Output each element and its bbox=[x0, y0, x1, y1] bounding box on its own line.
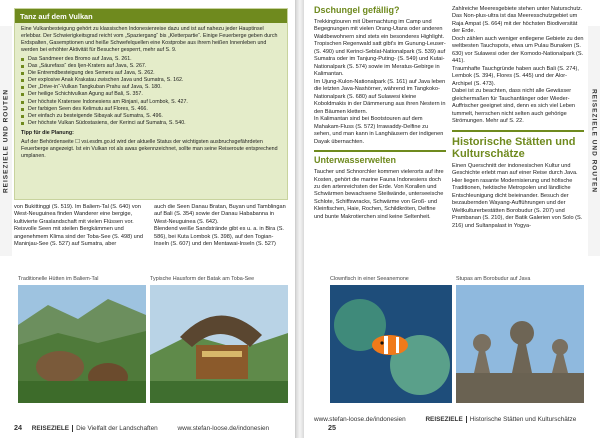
right-col-1 bbox=[314, 6, 446, 230]
photo-borobudur bbox=[456, 285, 584, 403]
tip-text: Auf der Behördenseite ☐ vsi.esdm.go.id wird der aktuelle Status der wichtigsten ausbruchsgefährdeten Feuerberge angezeigt. Ist ein Vulkan rot als awas gekennzeichnet, sollte man seine Reiseroute entsprechend umplanen. bbox=[21, 138, 278, 159]
volcano-list-item: Das Sandmeer des Bromo auf Java, S. 261. bbox=[21, 56, 281, 63]
box-intro: Eine Vulkanbesteigung gehört zu klassischen Indonesienreise dazu und ist auf nahezu jeder Hauptinsel erlebbar. Der Schwierigkeitsgrad reicht vom „Spaziergang“ bis „Kletterpartie“. Einige Feuerberge geben durch Erdspalten, Gasemptionen und heiße Schwefelquellen eine Kostprobe aus ihrem heißen Innenleben und werden bei erhöhter Aktivität für Besucher gesperrt, mehr auf S. 9. bbox=[21, 26, 278, 53]
page-number: 24 bbox=[14, 423, 22, 432]
volcano-list bbox=[21, 56, 281, 127]
volcano-list-item: Der einfach zu besteigende Sibayak auf Sumatra, S. 496. bbox=[21, 113, 281, 120]
diving-text: Zahlreiche Meeresgebiete stehen unter Naturschutz. Das Non-plus-ultra ist das Meeresschutzgebiet um Raja Ampat (S. 664) mit der höchsten Biodiversität der Erde. Doch zählen auch weniger entlegene Gebiete zu den weltbesten Tauchspots, etwa um Pulau Bunaken (S. 630) vor Sulawesi oder der Komodo-Nationalpark (S. 441). Traumhafte Tauchgründe haben auch Bali (S. 274), Lembok (S. 394), Flores (S. 445) und der Alor-Archipel (S. 473). Dabei ist zu beachten, dass nicht alle Gewässer gleichermaßen für Tauchanfänger oder Wieder-Auffrischer geeignet sind, denn es sich viel Leben tummelt, herrschen nicht selten auch gehörige Strömungen. Mehr auf S. 22. bbox=[452, 6, 584, 125]
jungle-text: Trekkingtouren mit Übernachtung im Camp und Begegnungen mit vielen Orang-Utans oder anderen Waldbewohnern sind stets ein besonderes Highlight. Tropischen Regenwald satt gibt's im Gunung-Leuser- (S. 490) und Kerinci-Seblat-Nationalpark (S. 539) auf Sumatra oder im Tanjung-Puting- (S. 549) und Kutai-Nationalpark (S. 574) sowie im Meratus-Gebirge in Kalimantan. Im Ujung-Kulon-Nationalpark (S. 161) auf Java leben die letzten Java-Nashörner, während im Tangkoko-Nationalpark (S. 680) auf Sulawesi kleine Koboldmakis in der Dämmerung aus ihren Nestern in den Bäumen klettern. In Kalimantan sind bei Bootstouren auf dem Mahakam-Fluss (S. 572) Irrawaddy-Delfine zu sehen, und man kann in Langhäusern der indigenen Dayak übernachten. bbox=[314, 18, 446, 145]
photo-clownfish bbox=[330, 285, 452, 403]
book-gutter bbox=[296, 0, 304, 438]
photo-caption: Typische Hausform der Batak am Toba-See bbox=[150, 276, 255, 282]
right-footer bbox=[314, 416, 584, 432]
footer-url[interactable]: www.stefan-loose.de/indonesien bbox=[177, 425, 270, 432]
volcano-list-item: Die Entremdbesteigung des Semeru auf Java, S. 262. bbox=[21, 70, 281, 77]
left-col-1-text: von Bukittinggi (S. 519). Im Baliem-Tal (S. 640) von West-Neuguinea finden Wanderer eine bergige, kultivierte Graslandschaft mit vielen Flüssen vor. Reisvolle Seen mit steilen Bergkämmen und angenehmem Klima sind der Toba-See (S. 498) und Maninjau-See (S. 527) auf Sumatra, aber bbox=[14, 204, 143, 248]
photo-baliem-valley bbox=[18, 285, 146, 403]
volcano-list-item: Das „Säurefass“ des Ijen-Kraters auf Java, S. 267. bbox=[21, 63, 281, 70]
page-number: 25 bbox=[328, 423, 336, 432]
footer-section: REISEZIELE bbox=[425, 416, 463, 423]
volcano-list-item: Der höchste Kratersee Indonesiens am Rinjani, auf Lombok, S. 427. bbox=[21, 99, 281, 106]
section-heading-underwater: Unterwasserwelten bbox=[314, 155, 397, 166]
footer-section: REISEZIELE bbox=[31, 425, 70, 432]
volcano-list-item: Der heilige Schichtvulkan Agung auf Bali, S. 357. bbox=[21, 91, 281, 98]
side-tab-label: REISEZIELE UND ROUTEN bbox=[2, 88, 10, 194]
volcano-list-item: Der höchste Vulkan Südostasiens, der Kerinci auf Sumatra, S. 540. bbox=[21, 120, 281, 127]
volcano-info-box bbox=[14, 8, 288, 200]
box-title: Tanz auf dem Vulkan bbox=[15, 9, 287, 23]
side-tab-label: REISEZIELE UND ROUTEN bbox=[590, 88, 598, 194]
photo-caption: Clownfisch in einer Seeanemone bbox=[330, 276, 409, 282]
photo-caption: Stupas am Borobudur auf Java bbox=[456, 276, 531, 282]
right-col-2 bbox=[452, 6, 584, 230]
divider bbox=[314, 150, 446, 152]
volcano-list-item: Der explosive Anak Krakatau zwischen Java und Sumatra, S. 162. bbox=[21, 77, 281, 84]
right-page bbox=[304, 0, 600, 438]
section-heading-history: Historische Stätten und Kulturschätze bbox=[452, 135, 576, 160]
volcano-list-item: Der „Drive-in“-Vulkan Tangkuban Prahu auf Java, S. 180. bbox=[21, 84, 281, 91]
tip-title: Tipp für die Planung: bbox=[21, 129, 74, 136]
left-col-2-text: auch die Seen Danau Bratan, Buyan und Tamblingan auf Bali (S. 354) sowie der Danau Hababanna in West-Neuguinea (S. 642). Blendend weiße Sandstrände gibt es u. a. in Bira (S. 586), bei Kuta Lombok (S. 398), auf den Togian-Inseln (S. 607) und den Mentawai-Inseln (S. 527) bbox=[154, 204, 286, 248]
side-tab-left bbox=[0, 26, 12, 256]
left-col-2 bbox=[154, 204, 288, 249]
footer-url[interactable]: www.stefan-loose.de/indonesien bbox=[314, 416, 406, 423]
footer-chapter: Historische Stätten und Kulturschätze bbox=[469, 416, 577, 423]
section-heading-jungle: Dschungel gefällig? bbox=[314, 5, 400, 15]
volcano-list-item: Der farbigen Seen des Kelimutu auf Flores, S. 466. bbox=[21, 106, 281, 113]
footer-chapter: Die Vielfalt der Landschaften bbox=[76, 425, 158, 432]
photo-caption: Traditionelle Hütten im Baliem-Tal bbox=[18, 276, 99, 282]
photo-batak-house bbox=[150, 285, 288, 403]
left-col-1 bbox=[14, 204, 148, 249]
left-page bbox=[0, 0, 296, 438]
side-tab-right bbox=[588, 26, 600, 256]
left-footer bbox=[14, 423, 269, 432]
divider bbox=[452, 130, 584, 132]
history-text: Einen Querschnitt der indonesischen Kultur und Geschichte erlebt man auf einer Reise durch Java. Hier liegen rasante Modernisierung und höfische Traditionen, hektische Metropolen und ländliche Entschleunigung dicht beieinander. Besuch der bezaubernden Wayang-Aufführungen und der Weltkulturerbestätten Borobudur (S. 207) und Prambanan (S. 210), der Batik Galerien von Solo (S. 216) und Sultanpalast in Yogya- bbox=[452, 162, 583, 229]
underwater-text: Taucher und Schnorchler kommen vielerorts auf ihre Kosten, gehört die marine Fauna Indonesiens doch zu den artenreichsten der Erde. Von Korallen und Schwärmen bewachsene Steilwände, unterseeische Schlote, Schiffswracks, Schwärme von Groß- und Kleinfischen, Haie, Rochen, Schildkröten, Delfine und bunte Makrotierchen sind keine Seltenheit. bbox=[314, 169, 444, 220]
